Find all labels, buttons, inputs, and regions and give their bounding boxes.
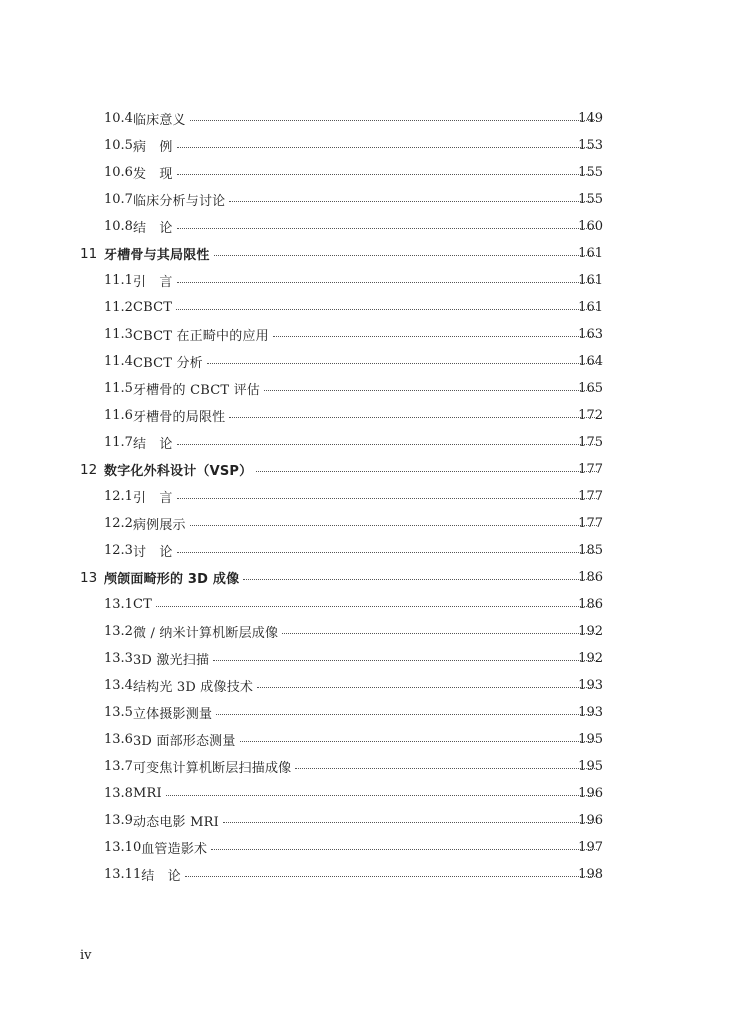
toc-entry-number: 12.3 — [104, 543, 133, 558]
toc-page-number: 197 — [578, 840, 603, 855]
dot-leader — [211, 849, 597, 850]
toc-page-number: 195 — [578, 759, 603, 774]
toc-section-row — [0, 834, 730, 861]
toc-section-row — [0, 672, 730, 699]
toc-entry-number: 13.8 — [104, 786, 133, 801]
toc-entry-title: 颅颌面畸形的 3D 成像 — [104, 572, 240, 587]
toc-chapter-row — [0, 240, 730, 267]
toc-section-row — [0, 726, 730, 753]
dot-leader — [156, 606, 597, 607]
toc-page-number: 149 — [578, 111, 603, 126]
toc-entry-title: 结构光 3D 成像技术 — [132, 680, 254, 695]
toc-section-row — [0, 483, 730, 510]
dot-leader — [177, 174, 597, 175]
toc-section-row — [0, 699, 730, 726]
dot-leader — [273, 336, 597, 337]
toc-section-row — [0, 861, 730, 888]
toc-section-row — [0, 402, 730, 429]
toc-section-row — [0, 510, 730, 537]
toc-section-row — [0, 321, 730, 348]
dot-leader — [207, 363, 597, 364]
dot-leader — [256, 471, 597, 472]
toc-entry-title: 立体摄影测量 — [132, 707, 213, 722]
toc-entry-number: 10.6 — [104, 165, 133, 180]
toc-page-number: 175 — [578, 435, 603, 450]
toc-entry-number: 12 — [80, 461, 98, 478]
dot-leader — [190, 120, 597, 121]
dot-leader — [213, 660, 597, 661]
toc-entry-number: 13.7 — [104, 759, 133, 774]
toc-entry-title: MRI — [132, 786, 162, 801]
toc-entry-title: CBCT 在正畸中的应用 — [132, 329, 269, 344]
toc-entry-number: 13.11 — [104, 867, 142, 882]
toc-entry-title: 牙槽骨的 CBCT 评估 — [132, 383, 260, 398]
toc-page-number: 165 — [578, 381, 603, 396]
toc-page-number: 153 — [578, 138, 603, 153]
toc-entry-title: 结 论 — [141, 869, 181, 884]
toc-section-row — [0, 537, 730, 564]
toc-section-row — [0, 294, 730, 321]
dot-leader — [223, 822, 597, 823]
dot-leader — [295, 768, 597, 769]
toc-entry-title: 数字化外科设计（VSP） — [104, 464, 253, 479]
toc-entry-title: 可变焦计算机断层扫描成像 — [132, 761, 292, 776]
toc-entry-title: 病例展示 — [132, 518, 186, 533]
toc-entry-title: 引 言 — [132, 275, 173, 290]
toc-page-number: 160 — [578, 219, 603, 234]
dot-leader — [177, 282, 597, 283]
toc-section-row — [0, 618, 730, 645]
toc-entry-title: 牙槽骨与其局限性 — [104, 248, 210, 263]
toc-section-row — [0, 807, 730, 834]
toc-page-number: 161 — [578, 273, 603, 288]
toc-chapter-row — [0, 456, 730, 483]
dot-leader — [216, 714, 597, 715]
toc-entry-title: CBCT — [132, 300, 173, 315]
toc-entry-title: 3D 激光扫描 — [132, 653, 210, 668]
toc-section-row — [0, 591, 730, 618]
toc-page-number: 161 — [578, 246, 603, 261]
toc-entry-title: 引 言 — [132, 491, 173, 506]
toc-entry-number: 13.9 — [104, 813, 133, 828]
toc-entry-title: 病 例 — [132, 140, 173, 155]
dot-leader — [176, 309, 597, 310]
toc-page-number: 192 — [578, 651, 603, 666]
toc-page-number: 196 — [578, 813, 603, 828]
toc-page-number: 185 — [578, 543, 603, 558]
page-folio: iv — [80, 948, 92, 963]
toc-section-row — [0, 213, 730, 240]
toc-section-row — [0, 645, 730, 672]
toc-page-number: 172 — [578, 408, 603, 423]
toc-entry-number: 11.3 — [104, 327, 133, 342]
toc-page-number: 177 — [578, 462, 603, 477]
toc-entry-number: 13.3 — [104, 651, 133, 666]
toc-entry-number: 13.6 — [104, 732, 133, 747]
dot-leader — [177, 147, 597, 148]
toc-entry-number: 10.4 — [104, 111, 133, 126]
toc-section-row — [0, 105, 730, 132]
toc-page-number: 192 — [578, 624, 603, 639]
toc-section-row — [0, 348, 730, 375]
toc-entry-number: 10.8 — [104, 219, 133, 234]
toc-page-number: 186 — [578, 597, 603, 612]
toc-entry-title: 血管造影术 — [141, 842, 208, 857]
toc-entry-title: 微 / 纳米计算机断层成像 — [132, 626, 279, 641]
dot-leader — [282, 633, 597, 634]
toc-page-number: 198 — [578, 867, 603, 882]
toc-entry-number: 10.5 — [104, 138, 133, 153]
toc-section-row — [0, 267, 730, 294]
toc-entry-title: CT — [132, 597, 152, 612]
dot-leader — [177, 444, 597, 445]
toc-page-number: 177 — [578, 516, 603, 531]
toc-entry-number: 12.2 — [104, 516, 133, 531]
toc-entry-title: 结 论 — [132, 221, 173, 236]
toc-entry-number: 13.10 — [104, 840, 142, 855]
dot-leader — [240, 741, 597, 742]
toc-entry-number: 11.7 — [104, 435, 133, 450]
toc-entry-number: 11.2 — [104, 300, 133, 315]
toc-entry-number: 10.7 — [104, 192, 133, 207]
toc-entry-number: 13.2 — [104, 624, 133, 639]
toc-entry-title: CBCT 分析 — [132, 356, 203, 371]
toc-entry-number: 11.1 — [104, 273, 133, 288]
toc-entry-title: 临床意义 — [132, 113, 186, 128]
toc-entry-title: 3D 面部形态测量 — [132, 734, 236, 749]
toc-entry-number: 11.4 — [104, 354, 133, 369]
toc-entry-number: 11.5 — [104, 381, 133, 396]
toc-section-row — [0, 159, 730, 186]
dot-leader — [177, 228, 597, 229]
toc-entry-number: 11.6 — [104, 408, 133, 423]
toc-page-number: 193 — [578, 678, 603, 693]
dot-leader — [229, 201, 597, 202]
toc-page-number: 164 — [578, 354, 603, 369]
toc-section-row — [0, 753, 730, 780]
toc-entry-number: 13.1 — [104, 597, 133, 612]
toc-page-number: 193 — [578, 705, 603, 720]
toc-chapter-row — [0, 564, 730, 591]
toc-section-row — [0, 375, 730, 402]
toc-entry-number: 13 — [80, 569, 98, 586]
dot-leader — [166, 795, 597, 796]
dot-leader — [177, 552, 597, 553]
toc-page-number: 163 — [578, 327, 603, 342]
toc-entry-title: 结 论 — [132, 437, 173, 452]
toc-page-number: 177 — [578, 489, 603, 504]
toc-entry-title: 讨 论 — [132, 545, 173, 560]
table-of-contents — [0, 105, 730, 888]
toc-entry-number: 11 — [80, 245, 98, 262]
toc-page-number: 186 — [578, 570, 603, 585]
dot-leader — [177, 498, 597, 499]
toc-entry-title: 动态电影 MRI — [132, 815, 219, 830]
toc-section-row — [0, 132, 730, 159]
dot-leader — [229, 417, 597, 418]
toc-entry-title: 牙槽骨的局限性 — [132, 410, 226, 425]
toc-page-number: 155 — [578, 165, 603, 180]
dot-leader — [190, 525, 597, 526]
toc-page-number: 196 — [578, 786, 603, 801]
toc-section-row — [0, 186, 730, 213]
toc-page-number: 195 — [578, 732, 603, 747]
dot-leader — [185, 876, 597, 877]
dot-leader — [264, 390, 597, 391]
toc-entry-number: 13.5 — [104, 705, 133, 720]
toc-entry-title: 临床分析与讨论 — [132, 194, 226, 209]
toc-section-row — [0, 780, 730, 807]
dot-leader — [214, 255, 597, 256]
dot-leader — [257, 687, 597, 688]
toc-page-number: 161 — [578, 300, 603, 315]
toc-section-row — [0, 429, 730, 456]
toc-entry-number: 12.1 — [104, 489, 133, 504]
dot-leader — [243, 579, 597, 580]
toc-entry-number: 13.4 — [104, 678, 133, 693]
toc-entry-title: 发 现 — [132, 167, 173, 182]
toc-page-number: 155 — [578, 192, 603, 207]
